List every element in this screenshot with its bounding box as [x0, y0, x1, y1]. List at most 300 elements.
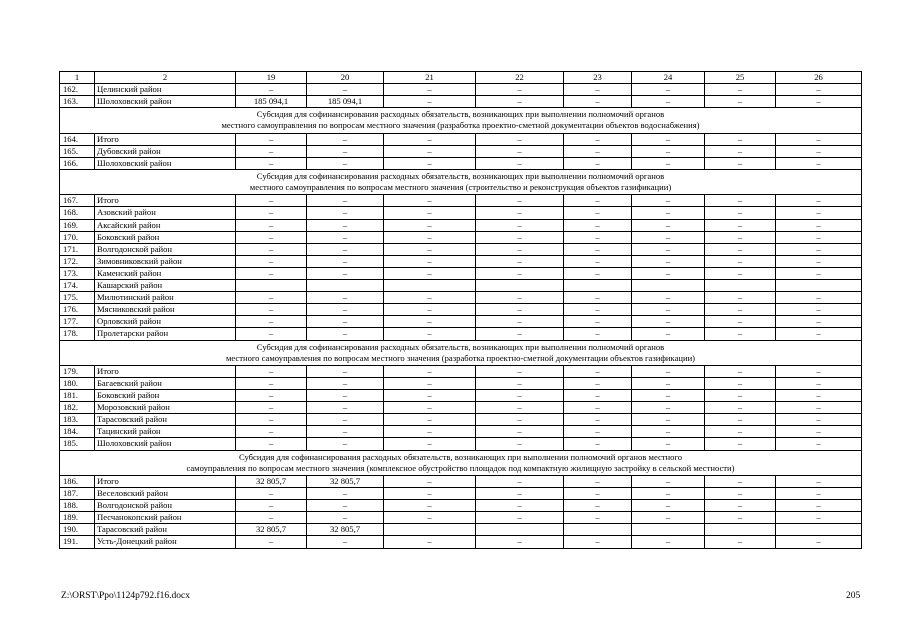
- row-number: 170.: [60, 231, 95, 243]
- section-heading-line: самоуправления по вопросам местного значения (комплексное обустройство площадок под компактную жилищную застройку в сельской местности): [186, 462, 735, 473]
- district-name: Целинский район: [95, 84, 236, 96]
- value-cell: –: [564, 438, 632, 450]
- value-cell: –: [307, 133, 384, 145]
- table-row: [60, 207, 862, 219]
- value-cell: –: [476, 133, 564, 145]
- value-cell: –: [564, 84, 632, 96]
- value-cell: –: [384, 304, 476, 316]
- value-cell: –: [236, 304, 307, 316]
- value-cell: –: [384, 316, 476, 328]
- value-cell: –: [776, 267, 862, 279]
- value-cell: –: [632, 304, 705, 316]
- value-cell: –: [307, 378, 384, 390]
- table-body: [60, 72, 862, 549]
- district-name: Волгодонской район: [95, 500, 236, 512]
- value-cell: –: [236, 426, 307, 438]
- value-cell: –: [307, 438, 384, 450]
- value-cell: –: [776, 378, 862, 390]
- district-name: Боковский район: [95, 231, 236, 243]
- value-cell: –: [236, 145, 307, 157]
- value-cell: –: [705, 84, 776, 96]
- district-name: Шолоховский район: [95, 96, 236, 108]
- value-cell: –: [384, 365, 476, 377]
- value-cell: –: [384, 500, 476, 512]
- value-cell: –: [384, 512, 476, 524]
- district-name: Волгодонской район: [95, 243, 236, 255]
- section-heading: [60, 169, 862, 194]
- value-cell: –: [705, 157, 776, 169]
- row-number: 184.: [60, 426, 95, 438]
- value-cell: –: [705, 438, 776, 450]
- district-name: Тарасовский район: [95, 414, 236, 426]
- section-heading: [60, 108, 862, 133]
- value-cell: –: [384, 488, 476, 500]
- value-cell: –: [476, 365, 564, 377]
- row-number: 171.: [60, 243, 95, 255]
- value-cell: –: [776, 243, 862, 255]
- row-number: 185.: [60, 438, 95, 450]
- value-cell: –: [632, 96, 705, 108]
- value-cell: –: [236, 207, 307, 219]
- value-cell: –: [307, 267, 384, 279]
- value-cell: –: [236, 133, 307, 145]
- value-cell: –: [307, 255, 384, 267]
- value-cell: –: [776, 195, 862, 207]
- value-cell: –: [705, 292, 776, 304]
- value-cell: –: [384, 145, 476, 157]
- value-cell: –: [236, 500, 307, 512]
- value-cell: –: [776, 365, 862, 377]
- value-cell: –: [776, 402, 862, 414]
- value-cell: –: [632, 500, 705, 512]
- value-cell: –: [705, 475, 776, 487]
- value-cell: –: [307, 145, 384, 157]
- value-cell: –: [705, 304, 776, 316]
- value-cell: –: [776, 328, 862, 340]
- district-name: Орловский район: [95, 316, 236, 328]
- row-number: 176.: [60, 304, 95, 316]
- value-cell: –: [705, 402, 776, 414]
- value-cell: –: [705, 207, 776, 219]
- district-name: Милютинский район: [95, 292, 236, 304]
- value-cell: –: [476, 96, 564, 108]
- value-cell: –: [632, 438, 705, 450]
- table-header-row: [60, 72, 862, 84]
- district-name: Веселовский район: [95, 488, 236, 500]
- row-number: 182.: [60, 402, 95, 414]
- table-row: [60, 292, 862, 304]
- value-cell: –: [384, 390, 476, 402]
- value-cell: –: [384, 414, 476, 426]
- value-cell: –: [307, 292, 384, 304]
- table-row: [60, 475, 862, 487]
- value-cell: –: [564, 390, 632, 402]
- value-cell: –: [705, 365, 776, 377]
- table-row: [60, 195, 862, 207]
- district-name: Азовский район: [95, 207, 236, 219]
- district-name: Итого: [95, 195, 236, 207]
- value-cell: [384, 280, 476, 292]
- value-cell: [384, 524, 476, 536]
- value-cell: –: [705, 328, 776, 340]
- value-cell: –: [564, 402, 632, 414]
- value-cell: –: [476, 267, 564, 279]
- row-number: 190.: [60, 524, 95, 536]
- value-cell: [776, 280, 862, 292]
- value-cell: –: [476, 207, 564, 219]
- value-cell: –: [564, 207, 632, 219]
- table-row: [60, 145, 862, 157]
- value-cell: –: [705, 255, 776, 267]
- table-row: [60, 280, 862, 292]
- value-cell: –: [307, 84, 384, 96]
- value-cell: –: [564, 378, 632, 390]
- value-cell: –: [384, 536, 476, 548]
- section-heading-row: [60, 340, 862, 365]
- value-cell: [236, 280, 307, 292]
- row-number: 177.: [60, 316, 95, 328]
- value-cell: –: [236, 231, 307, 243]
- header-cell: 20: [307, 72, 384, 84]
- section-heading-line: Субсидия для софинансирования расходных обязательств, возникающих при выполнении полномочий органов: [256, 170, 665, 181]
- value-cell: –: [307, 231, 384, 243]
- value-cell: –: [564, 267, 632, 279]
- section-heading-line: Субсидия для софинансирования расходных обязательств, возникающих при выполнении полномочий органов местного: [238, 451, 683, 462]
- table-row: [60, 536, 862, 548]
- value-cell: –: [307, 414, 384, 426]
- header-cell: 24: [632, 72, 705, 84]
- value-cell: –: [705, 133, 776, 145]
- value-cell: –: [236, 255, 307, 267]
- section-heading: [60, 450, 862, 475]
- value-cell: –: [476, 219, 564, 231]
- section-heading-line: Субсидия для софинансирования расходных обязательств, возникающих при выполнении полномочий органов: [256, 341, 665, 352]
- document-table: [59, 71, 862, 549]
- value-cell: –: [307, 157, 384, 169]
- value-cell: 32 805,7: [307, 524, 384, 536]
- value-cell: –: [776, 426, 862, 438]
- district-name: Усть-Донецкий район: [95, 536, 236, 548]
- row-number: 183.: [60, 414, 95, 426]
- table-row: [60, 328, 862, 340]
- value-cell: –: [632, 328, 705, 340]
- value-cell: –: [307, 195, 384, 207]
- section-heading: [60, 340, 862, 365]
- value-cell: [476, 524, 564, 536]
- row-number: 174.: [60, 280, 95, 292]
- value-cell: –: [236, 292, 307, 304]
- value-cell: –: [776, 84, 862, 96]
- value-cell: –: [564, 365, 632, 377]
- section-heading-row: [60, 108, 862, 133]
- value-cell: –: [476, 536, 564, 548]
- value-cell: –: [476, 195, 564, 207]
- header-cell: 2: [95, 72, 236, 84]
- value-cell: –: [705, 316, 776, 328]
- value-cell: –: [236, 84, 307, 96]
- value-cell: –: [476, 316, 564, 328]
- table-row: [60, 96, 862, 108]
- value-cell: –: [384, 96, 476, 108]
- value-cell: –: [776, 488, 862, 500]
- value-cell: –: [705, 426, 776, 438]
- value-cell: –: [564, 157, 632, 169]
- row-number: 167.: [60, 195, 95, 207]
- header-cell: 23: [564, 72, 632, 84]
- table-row: [60, 438, 862, 450]
- value-cell: –: [564, 231, 632, 243]
- value-cell: –: [776, 316, 862, 328]
- row-number: 164.: [60, 133, 95, 145]
- value-cell: –: [236, 365, 307, 377]
- value-cell: –: [384, 207, 476, 219]
- header-cell: 22: [476, 72, 564, 84]
- value-cell: –: [564, 96, 632, 108]
- value-cell: –: [476, 512, 564, 524]
- section-heading-row: [60, 169, 862, 194]
- value-cell: –: [476, 414, 564, 426]
- value-cell: –: [632, 316, 705, 328]
- value-cell: –: [476, 304, 564, 316]
- district-name: Аксайский район: [95, 219, 236, 231]
- value-cell: –: [564, 500, 632, 512]
- table-row: [60, 365, 862, 377]
- value-cell: –: [384, 438, 476, 450]
- value-cell: –: [776, 304, 862, 316]
- value-cell: –: [236, 488, 307, 500]
- value-cell: [564, 524, 632, 536]
- district-name: Тацинский район: [95, 426, 236, 438]
- value-cell: –: [564, 133, 632, 145]
- value-cell: –: [632, 365, 705, 377]
- table-row: [60, 267, 862, 279]
- district-name: Багаевский район: [95, 378, 236, 390]
- value-cell: –: [476, 488, 564, 500]
- value-cell: –: [776, 219, 862, 231]
- table-row: [60, 255, 862, 267]
- table-row: [60, 316, 862, 328]
- page-number: 205: [846, 591, 861, 601]
- document-table-wrap: [59, 71, 861, 549]
- value-cell: [776, 524, 862, 536]
- section-heading-row: [60, 450, 862, 475]
- table-row: [60, 84, 862, 96]
- value-cell: [705, 280, 776, 292]
- value-cell: –: [564, 316, 632, 328]
- value-cell: –: [705, 488, 776, 500]
- row-number: 179.: [60, 365, 95, 377]
- value-cell: –: [632, 390, 705, 402]
- value-cell: 185 094,1: [236, 96, 307, 108]
- value-cell: –: [384, 255, 476, 267]
- value-cell: –: [632, 84, 705, 96]
- value-cell: –: [307, 426, 384, 438]
- value-cell: –: [705, 536, 776, 548]
- header-cell: 21: [384, 72, 476, 84]
- value-cell: –: [384, 84, 476, 96]
- value-cell: –: [236, 512, 307, 524]
- value-cell: –: [776, 133, 862, 145]
- district-name: Каменский район: [95, 267, 236, 279]
- value-cell: –: [776, 255, 862, 267]
- value-cell: –: [564, 512, 632, 524]
- value-cell: –: [632, 267, 705, 279]
- value-cell: –: [632, 378, 705, 390]
- value-cell: –: [236, 195, 307, 207]
- value-cell: –: [236, 316, 307, 328]
- value-cell: –: [632, 292, 705, 304]
- value-cell: –: [384, 219, 476, 231]
- value-cell: –: [705, 219, 776, 231]
- row-number: 173.: [60, 267, 95, 279]
- value-cell: –: [236, 536, 307, 548]
- value-cell: –: [384, 378, 476, 390]
- value-cell: –: [564, 536, 632, 548]
- value-cell: –: [476, 426, 564, 438]
- value-cell: –: [632, 414, 705, 426]
- value-cell: –: [384, 267, 476, 279]
- value-cell: –: [632, 488, 705, 500]
- value-cell: –: [632, 133, 705, 145]
- value-cell: –: [476, 402, 564, 414]
- value-cell: –: [632, 255, 705, 267]
- table-row: [60, 243, 862, 255]
- value-cell: –: [564, 243, 632, 255]
- row-number: 180.: [60, 378, 95, 390]
- row-number: 172.: [60, 255, 95, 267]
- value-cell: –: [384, 328, 476, 340]
- value-cell: –: [307, 219, 384, 231]
- value-cell: –: [776, 512, 862, 524]
- value-cell: [564, 280, 632, 292]
- value-cell: –: [705, 243, 776, 255]
- row-number: 168.: [60, 207, 95, 219]
- section-heading-line: Субсидия для софинансирования расходных обязательств, возникающих при выполнении полномочий органов: [256, 109, 665, 120]
- row-number: 165.: [60, 145, 95, 157]
- row-number: 187.: [60, 488, 95, 500]
- value-cell: –: [705, 378, 776, 390]
- value-cell: –: [384, 231, 476, 243]
- value-cell: –: [384, 157, 476, 169]
- value-cell: –: [476, 243, 564, 255]
- value-cell: –: [564, 328, 632, 340]
- value-cell: –: [236, 267, 307, 279]
- value-cell: –: [705, 145, 776, 157]
- value-cell: –: [632, 157, 705, 169]
- value-cell: –: [476, 390, 564, 402]
- value-cell: –: [776, 475, 862, 487]
- value-cell: –: [632, 402, 705, 414]
- value-cell: –: [564, 255, 632, 267]
- value-cell: –: [476, 438, 564, 450]
- value-cell: –: [236, 402, 307, 414]
- value-cell: –: [564, 414, 632, 426]
- row-number: 186.: [60, 475, 95, 487]
- value-cell: –: [632, 219, 705, 231]
- value-cell: –: [307, 243, 384, 255]
- value-cell: –: [776, 390, 862, 402]
- value-cell: –: [564, 304, 632, 316]
- value-cell: –: [705, 512, 776, 524]
- value-cell: –: [632, 512, 705, 524]
- value-cell: –: [564, 488, 632, 500]
- table-row: [60, 219, 862, 231]
- value-cell: –: [307, 316, 384, 328]
- value-cell: –: [236, 157, 307, 169]
- district-name: Кашарский район: [95, 280, 236, 292]
- value-cell: –: [632, 207, 705, 219]
- district-name: Итого: [95, 133, 236, 145]
- value-cell: –: [384, 475, 476, 487]
- value-cell: 32 805,7: [307, 475, 384, 487]
- value-cell: –: [705, 231, 776, 243]
- section-heading-line: местного самоуправления по вопросам местного значения (разработка проектно-сметной документации объектов газификации): [225, 352, 696, 363]
- row-number: 189.: [60, 512, 95, 524]
- value-cell: –: [307, 500, 384, 512]
- value-cell: –: [384, 292, 476, 304]
- value-cell: 32 805,7: [236, 524, 307, 536]
- value-cell: –: [564, 426, 632, 438]
- row-number: 178.: [60, 328, 95, 340]
- district-name: Итого: [95, 365, 236, 377]
- value-cell: –: [476, 255, 564, 267]
- value-cell: –: [632, 536, 705, 548]
- district-name: Песчанокопский район: [95, 512, 236, 524]
- header-cell: 1: [60, 72, 95, 84]
- value-cell: –: [236, 328, 307, 340]
- header-cell: 19: [236, 72, 307, 84]
- table-row: [60, 512, 862, 524]
- value-cell: –: [236, 414, 307, 426]
- row-number: 162.: [60, 84, 95, 96]
- value-cell: –: [705, 500, 776, 512]
- value-cell: –: [476, 231, 564, 243]
- value-cell: –: [632, 426, 705, 438]
- table-row: [60, 133, 862, 145]
- value-cell: [705, 524, 776, 536]
- table-row: [60, 488, 862, 500]
- table-row: [60, 414, 862, 426]
- value-cell: [307, 280, 384, 292]
- district-name: Морозовский район: [95, 402, 236, 414]
- value-cell: –: [632, 475, 705, 487]
- row-number: 169.: [60, 219, 95, 231]
- value-cell: –: [705, 195, 776, 207]
- value-cell: [476, 280, 564, 292]
- value-cell: –: [776, 207, 862, 219]
- value-cell: –: [307, 488, 384, 500]
- district-name: Тарасовский район: [95, 524, 236, 536]
- value-cell: –: [776, 414, 862, 426]
- value-cell: –: [307, 512, 384, 524]
- table-row: [60, 524, 862, 536]
- district-name: Зимовниковский район: [95, 255, 236, 267]
- district-name: Дубовский район: [95, 145, 236, 157]
- value-cell: –: [307, 402, 384, 414]
- value-cell: –: [776, 500, 862, 512]
- section-heading-line: местного самоуправления по вопросам местного значения (разработка проектно-сметной документации объектов водоснабжения): [221, 120, 700, 131]
- value-cell: –: [236, 438, 307, 450]
- value-cell: –: [384, 402, 476, 414]
- value-cell: –: [564, 292, 632, 304]
- row-number: 191.: [60, 536, 95, 548]
- value-cell: –: [632, 231, 705, 243]
- value-cell: –: [705, 267, 776, 279]
- value-cell: –: [705, 390, 776, 402]
- value-cell: –: [776, 536, 862, 548]
- value-cell: –: [476, 328, 564, 340]
- value-cell: –: [307, 390, 384, 402]
